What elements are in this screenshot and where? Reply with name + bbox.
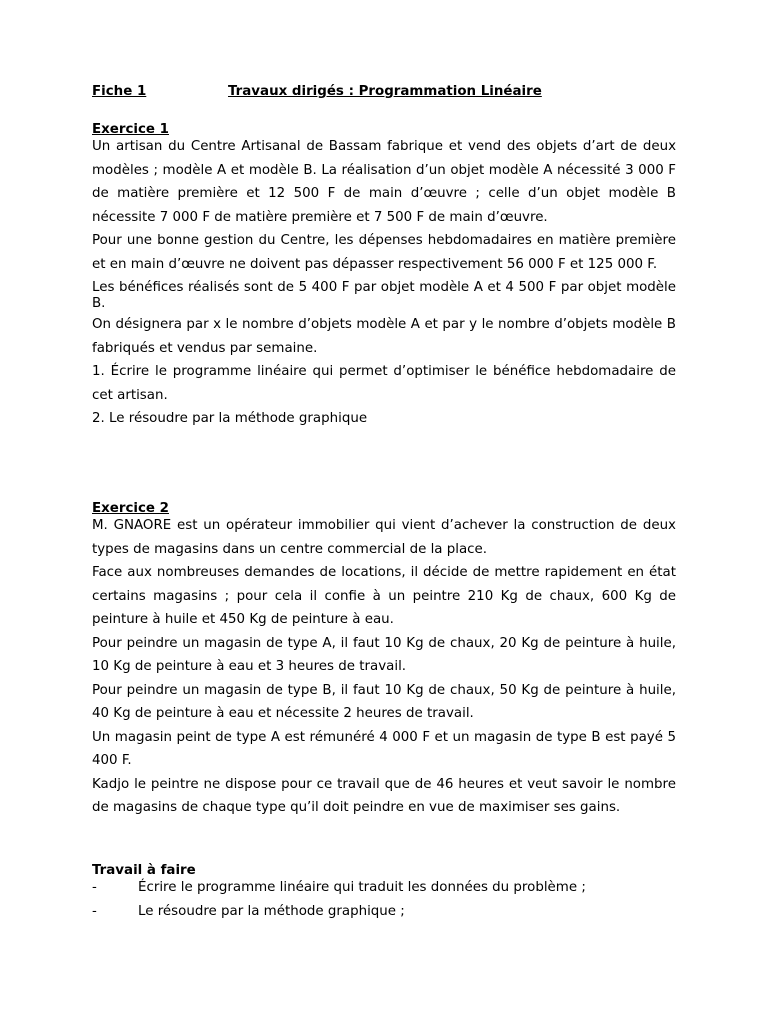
document-title: Travaux dirigés : Programmation Linéaire bbox=[228, 84, 542, 99]
task-bullet: - bbox=[92, 903, 97, 919]
exercise-2 bbox=[92, 500, 676, 820]
exercise-2-paragraph-5: Un magasin peint de type A est rémunéré 4 000 F et un magasin de type B est payé 5 400 F. bbox=[92, 729, 676, 768]
task-text: Écrire le programme linéaire qui traduit les données du problème ; bbox=[138, 880, 586, 895]
sheet-number: Fiche 1 bbox=[92, 84, 147, 99]
exercise-2-paragraph-6: Kadjo le peintre ne dispose pour ce travail que de 46 heures et veut savoir le nombre de magasins de chaque type qu’il doit peindre en vue de maximiser ses gains. bbox=[92, 776, 676, 815]
task-item bbox=[92, 876, 676, 900]
exercise-1 bbox=[92, 121, 676, 431]
exercise-2-paragraph-3: Pour peindre un magasin de type A, il faut 10 Kg de chaux, 20 Kg de peinture à huile, 10 Kg de peinture à eau et 3 heures de travail. bbox=[92, 635, 676, 674]
exercise-1-heading: Exercice 1 bbox=[92, 122, 169, 137]
task-section bbox=[92, 862, 676, 923]
task-text: Le résoudre par la méthode graphique ; bbox=[138, 903, 405, 919]
exercise-1-paragraph-4: On désignera par x le nombre d’objets modèle A et par y le nombre d’objets modèle B fabriqués et vendus par semaine. bbox=[92, 317, 676, 356]
exercise-1-paragraph-3: Les bénéfices réalisés sont de 5 400 F par objet modèle A et 4 500 F par objet modèle B. bbox=[92, 280, 676, 311]
document-header bbox=[92, 84, 676, 104]
exercise-2-paragraph-4: Pour peindre un magasin de type B, il faut 10 Kg de chaux, 50 Kg de peinture à huile, 40 Kg de peinture à eau et nécessite 2 heures de travail. bbox=[92, 682, 676, 721]
exercise-2-paragraph-2: Face aux nombreuses demandes de locations, il décide de mettre rapidement en état certains magasins ; pour cela il confie à un peintre 210 Kg de chaux, 600 Kg de peinture à huile et 450 Kg de peinture à eau. bbox=[92, 565, 676, 627]
exercise-2-paragraph-1: M. GNAORE est un opérateur immobilier qui vient d’achever la construction de deux types de magasins dans un centre commercial de la place. bbox=[92, 518, 676, 557]
task-heading: Travail à faire bbox=[92, 863, 196, 878]
task-bullet: - bbox=[92, 880, 97, 895]
exercise-1-question-2: 2. Le résoudre par la méthode graphique bbox=[92, 411, 368, 426]
exercise-1-paragraph-1: Un artisan du Centre Artisanal de Bassam fabrique et vend des objets d’art de deux modèles ; modèle A et modèle B. La réalisation d’un objet modèle A nécessité 3 000 F de matière première et 12 500 F de main d’œuvre ; celle d’un objet modèle B nécessite 7 000 F de matière première et 7 500 F de main d’œuvre. bbox=[92, 139, 676, 225]
exercise-2-heading: Exercice 2 bbox=[92, 501, 169, 516]
exercise-1-question-1: 1. Écrire le programme linéaire qui permet d’optimiser le bénéfice hebdomadaire de cet artisan. bbox=[92, 364, 676, 403]
exercise-1-paragraph-2: Pour une bonne gestion du Centre, les dépenses hebdomadaires en matière première et en main d’œuvre ne doivent pas dépasser respectivement 56 000 F et 125 000 F. bbox=[92, 233, 676, 272]
task-item bbox=[92, 900, 676, 924]
